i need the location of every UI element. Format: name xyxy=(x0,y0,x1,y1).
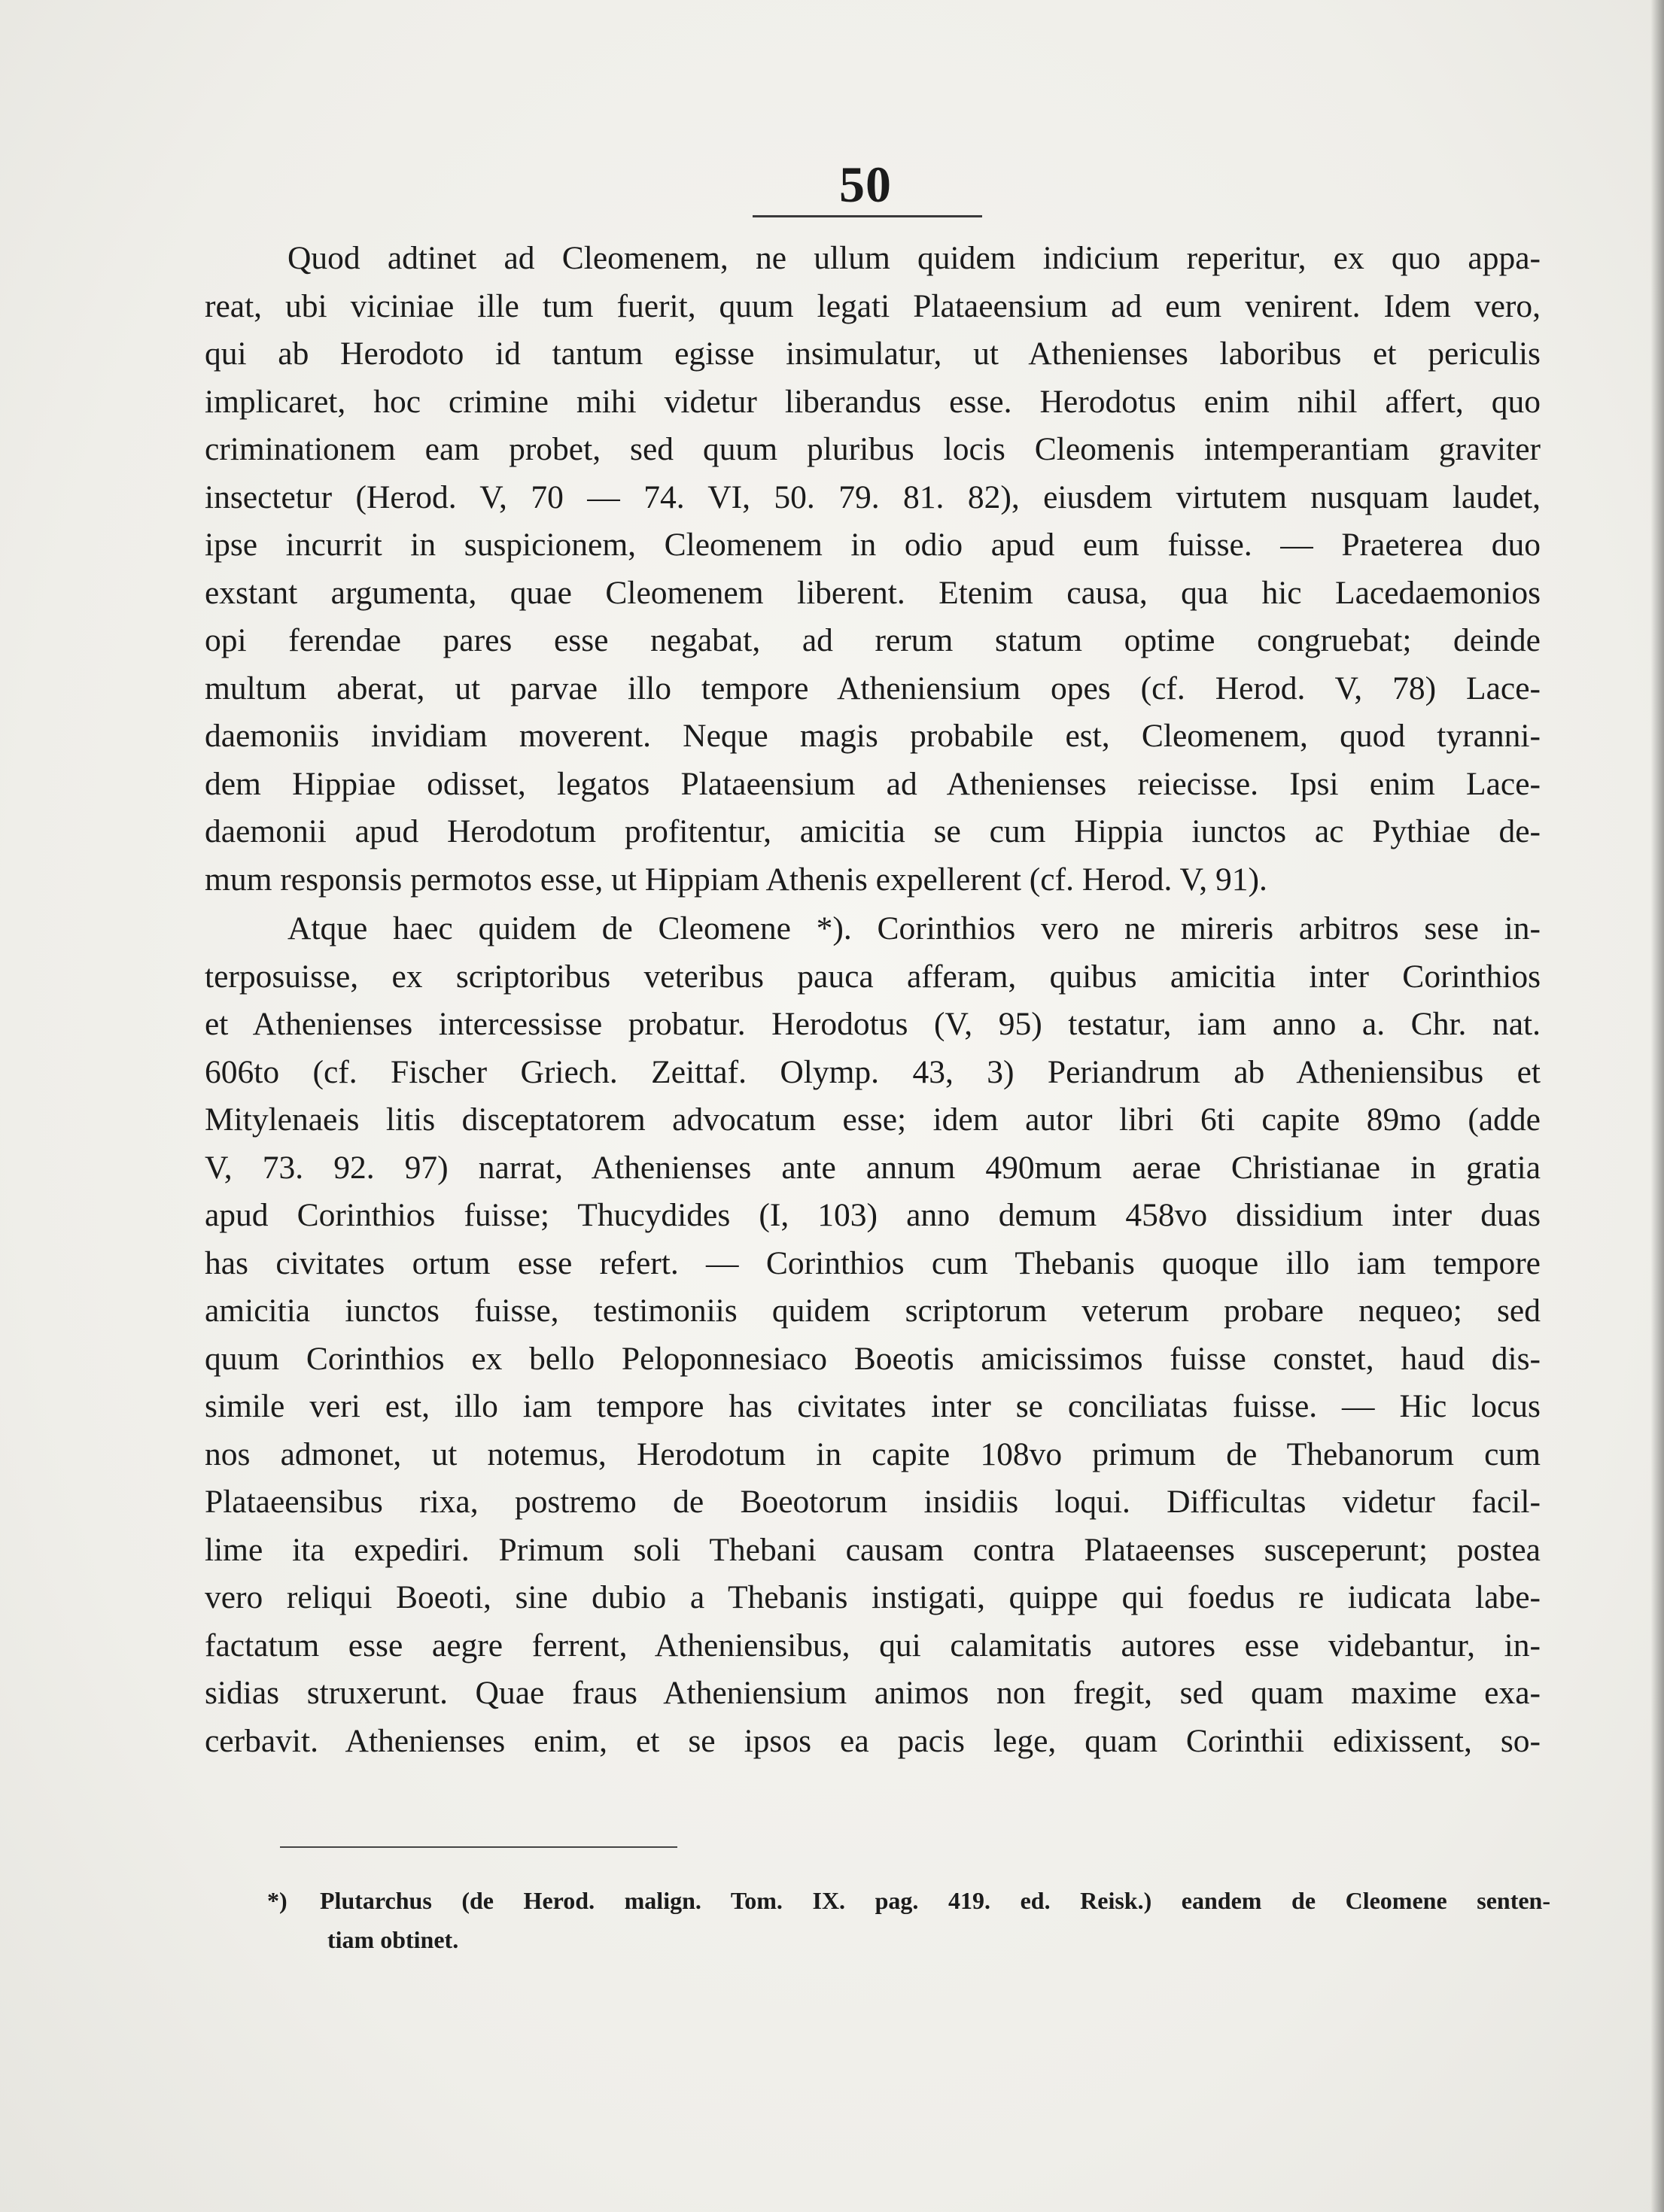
text-line: et Athenienses intercessisse probatur. Herodotus (V, 95) testatur, iam anno a. Chr. nat. xyxy=(205,1006,1541,1042)
text-line: quum Corinthios ex bello Peloponnesiaco Boeotis amicissimos fuisse constet, haud dis- xyxy=(205,1340,1541,1377)
text-line: mum responsis permotos esse, ut Hippiam Athenis expellerent (cf. Herod. V, 91). xyxy=(205,861,1267,898)
text-line: nos admonet, ut notemus, Herodotum in capite 108vo primum de Thebanorum cum xyxy=(205,1436,1541,1472)
page-edge-shadow xyxy=(1650,0,1664,2212)
text-line: dem Hippiae odisset, legatos Plataeensium ad Athenienses reiecisse. Ipsi enim Lace- xyxy=(205,765,1541,802)
paragraph-1 xyxy=(205,235,1541,904)
text-line: simile veri est, illo iam tempore has civitates inter se conciliatas fuisse. — Hic locus xyxy=(205,1388,1541,1424)
text-line: Atque haec quidem de Cleomene *). Corinthios vero ne mireris arbitros sese in- xyxy=(287,910,1541,946)
text-line: opi ferendae pares esse negabat, ad rerum statum optime congruebat; deinde xyxy=(205,622,1541,658)
text-line: reat, ubi viciniae ille tum fuerit, quum legati Plataeensium ad eum venirent. Idem vero, xyxy=(205,287,1541,324)
text-line: factatum esse aegre ferrent, Atheniensibus, qui calamitatis autores esse videbantur, in- xyxy=(205,1627,1541,1664)
text-line: Mitylenaeis litis disceptatorem advocatum esse; idem autor libri 6ti capite 89mo (adde xyxy=(205,1101,1541,1138)
footnote-text: Plutarchus (de Herod. malign. Tom. IX. pag. 419. ed. Reisk.) eandem de Cleomene senten- xyxy=(320,1887,1550,1914)
footnote-line-last: tiam obtinet. xyxy=(327,1926,459,1953)
text-line: daemoniis invidiam moverent. Neque magis probabile est, Cleomenem, quod tyranni- xyxy=(205,718,1541,754)
text-line: Plataeensibus rixa, postremo de Boeotorum insidiis loqui. Difficultas videtur facil- xyxy=(205,1484,1541,1520)
text-line: Quod adtinet ad Cleomenem, ne ullum quidem indicium reperitur, ex quo appa- xyxy=(287,240,1541,276)
text-line: qui ab Herodoto id tantum egisse insimulatur, ut Athenienses laboribus et periculis xyxy=(205,336,1541,372)
header-rule xyxy=(753,215,982,217)
text-line: insectetur (Herod. V, 70 — 74. VI, 50. 79. 81. 82), eiusdem virtutem nusquam laudet, xyxy=(205,479,1541,515)
text-line: exstant argumenta, quae Cleomenem liberent. Etenim causa, qua hic Lacedaemonios xyxy=(205,574,1541,611)
footnote xyxy=(267,1881,1550,1959)
text-line: amicitia iunctos fuisse, testimoniis quidem scriptorum veterum probare nequeo; sed xyxy=(205,1293,1541,1329)
text-line: implicaret, hoc crimine mihi videtur liberandus esse. Herodotus enim nihil affert, quo xyxy=(205,383,1541,420)
text-line: has civitates ortum esse refert. — Corinthios cum Thebanis quoque illo iam tempore xyxy=(205,1244,1541,1281)
text-line: sidias struxerunt. Quae fraus Atheniensium animos non fregit, sed quam maxime exa- xyxy=(205,1675,1541,1711)
footnote-marker: *) xyxy=(267,1887,287,1914)
text-line: ipse incurrit in suspicionem, Cleomenem in odio apud eum fuisse. — Praeterea duo xyxy=(205,527,1541,563)
text-line: terposuisse, ex scriptoribus veteribus pauca afferam, quibus amicitia inter Corinthios xyxy=(205,958,1541,995)
text-line: cerbavit. Athenienses enim, et se ipsos ea pacis lege, quam Corinthii edixissent, so- xyxy=(205,1722,1541,1759)
text-line: lime ita expediri. Primum soli Thebani causam contra Plataeenses susceperunt; postea xyxy=(205,1531,1541,1568)
text-line: multum aberat, ut parvae illo tempore Atheniensium opes (cf. Herod. V, 78) Lace- xyxy=(205,670,1541,706)
paragraph-2 xyxy=(205,905,1541,1765)
footnote-line xyxy=(267,1881,1550,1920)
text-line: V, 73. 92. 97) narrat, Athenienses ante annum 490mum aerae Christianae in gratia xyxy=(205,1149,1541,1186)
main-text xyxy=(205,235,1541,1765)
page-number: 50 xyxy=(839,156,892,213)
footnote-rule xyxy=(280,1846,677,1848)
text-line: apud Corinthios fuisse; Thucydides (I, 103) anno demum 458vo dissidium inter duas xyxy=(205,1197,1541,1233)
text-line: 606to (cf. Fischer Griech. Zeittaf. Olymp. 43, 3) Periandrum ab Atheniensibus et xyxy=(205,1053,1541,1090)
text-line: criminationem eam probet, sed quum pluribus locis Cleomenis intemperantiam graviter xyxy=(205,431,1541,467)
text-line: vero reliqui Boeoti, sine dubio a Thebanis instigati, quippe qui foedus re iudicata labe- xyxy=(205,1579,1541,1615)
text-line: daemonii apud Herodotum profitentur, amicitia se cum Hippia iunctos ac Pythiae de- xyxy=(205,813,1541,849)
